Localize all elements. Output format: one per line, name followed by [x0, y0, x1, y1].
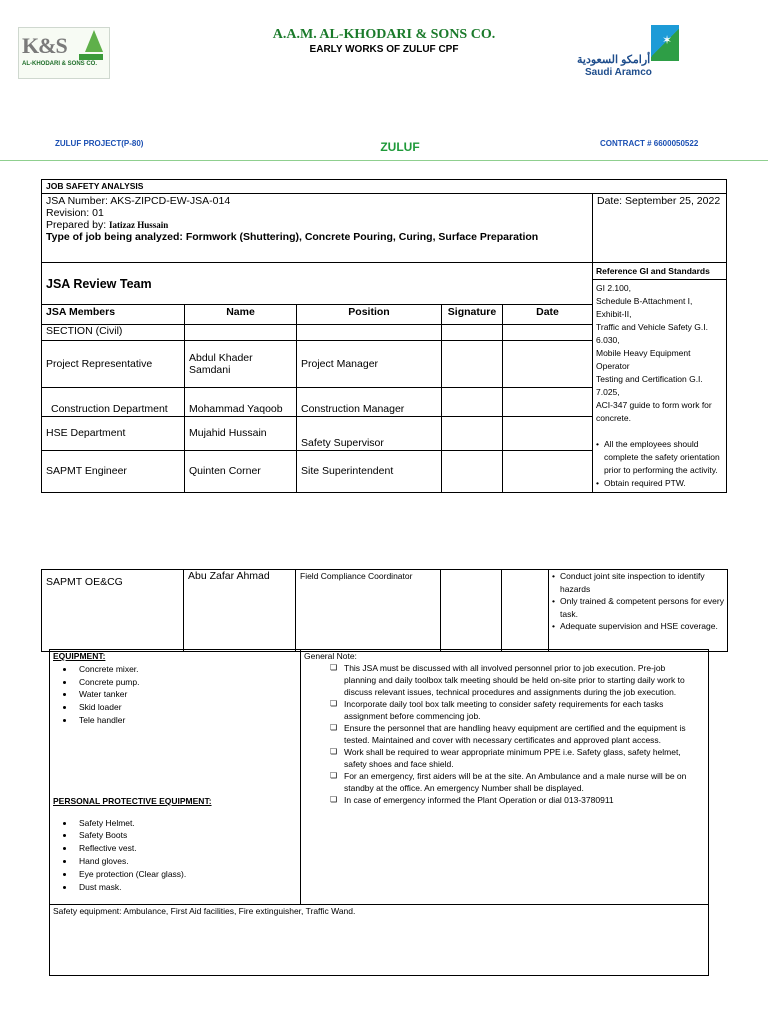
ppe-list: [53, 817, 297, 894]
jsa-date: Date: September 25, 2022: [593, 194, 727, 263]
reference-line: Testing and Certification G.I. 7.025,: [596, 374, 703, 397]
project-code: ZULUF PROJECT(P-80): [55, 139, 144, 148]
member-dept: HSE Department: [42, 417, 185, 450]
reference-bullet: • All the employees should complete the safety orientation prior to performing the activity.: [596, 438, 723, 477]
equipment-item: • Concrete pump.: [75, 676, 297, 689]
member-dept: Construction Department: [42, 387, 185, 417]
member-signature: [442, 450, 503, 492]
logo-subtitle: AL-KHODARI & SONS CO.: [22, 61, 97, 67]
empty-cell: [297, 324, 442, 341]
inspection-bullets-cell: [549, 570, 728, 652]
member-signature: [442, 417, 503, 450]
empty-cell: [503, 324, 593, 341]
job-type: Type of job being analyzed: Formwork (Shuttering), Concrete Pouring, Curing, Surface Preparation: [46, 231, 539, 243]
reference-bullet: • Obtain required PTW.: [596, 477, 723, 490]
general-note-item: ❏ Incorporate daily tool box talk meeting to consider safety requirements for each tasks assignment before commencing job.: [330, 698, 699, 722]
general-note-item: ❏ In case of emergency informed the Plant Operation or dial 013-3780911: [330, 794, 699, 806]
member-date: [503, 450, 593, 492]
equipment-item: • Concrete mixer.: [75, 663, 297, 676]
empty-cell: [185, 324, 297, 341]
member-date: [503, 387, 593, 417]
ppe-item: • Dust mask.: [75, 881, 297, 894]
section-civil: SECTION (Civil): [42, 324, 185, 341]
continuation-table: [41, 569, 728, 652]
member-dept: SAPMT OE&CG: [42, 570, 184, 652]
member-position: Safety Supervisor: [297, 417, 442, 450]
reference-line: Mobile Heavy Equipment Operator: [596, 348, 691, 371]
col-header-members: JSA Members: [42, 305, 185, 324]
member-date: [503, 341, 593, 387]
review-team-title: JSA Review Team: [42, 263, 593, 305]
jsa-section-title: JOB SAFETY ANALYSIS: [42, 180, 727, 194]
member-dept: Project Representative: [42, 341, 185, 387]
empty-cell: [442, 324, 503, 341]
ppe-item: • Reflective vest.: [75, 842, 297, 855]
col-header-position: Position: [297, 305, 442, 324]
aramco-star-icon: ✶: [651, 25, 679, 61]
equipment-item: • Skid loader: [75, 701, 297, 714]
aramco-english-name: Saudi Aramco: [585, 67, 652, 78]
general-note-item: ❏ Ensure the personnel that are handling heavy equipment are certified and the equipment is tested. Maintained and cover with necessary certificates and approved plant access.: [330, 722, 699, 746]
jsa-revision: Revision: 01: [46, 207, 104, 219]
col-header-name: Name: [185, 305, 297, 324]
reference-bullets: [596, 438, 723, 490]
equipment-cell: [50, 650, 301, 905]
member-name: Mohammad Yaqoob: [185, 387, 297, 417]
member-dept: SAPMT Engineer: [42, 450, 185, 492]
equipment-item: • Tele handler: [75, 714, 297, 727]
general-notes: [304, 662, 705, 806]
equipment-title: EQUIPMENT:: [53, 651, 106, 661]
member-signature: [441, 570, 502, 652]
equipment-notes-table: [49, 649, 709, 976]
ppe-title: PERSONAL PROTECTIVE EQUIPMENT:: [53, 795, 212, 806]
aramco-arabic-name: أرامكو السعودية: [577, 54, 651, 66]
reference-line: GI 2.100,: [596, 283, 631, 293]
header-divider: [0, 160, 768, 161]
general-note-item: ❏ This JSA must be discussed with all involved personnel prior to job execution. Pre-job planning and daily toolbox talk meeting should be held on-site prior to starting daily work to discuss relevant issues, technical procedures and assignments during the job execution.: [330, 662, 699, 698]
general-note-item: ❏ Work shall be required to wear appropriate minimum PPE i.e. Safety glass, safety helmet, safety shoes and face shield.: [330, 746, 699, 770]
inspection-bullet: • Only trained & competent persons for every task.: [552, 595, 724, 620]
contract-number: CONTRACT # 6600050522: [600, 139, 699, 148]
jsa-prepared: [46, 219, 588, 231]
col-header-date: Date: [503, 305, 593, 324]
member-position: Field Compliance Coordinator: [296, 570, 441, 652]
equipment-item: • Water tanker: [75, 688, 297, 701]
reference-line: Schedule B-Attachment I, Exhibit-II,: [596, 296, 693, 319]
member-signature: [442, 341, 503, 387]
jsa-info-cell: [42, 194, 593, 263]
safety-equipment: Safety equipment: Ambulance, First Aid facilities, Fire extinguisher, Traffic Wand.: [50, 905, 709, 976]
member-position: Site Superintendent: [297, 450, 442, 492]
member-position: Project Manager: [297, 341, 442, 387]
general-note-cell: [301, 650, 709, 905]
reference-line: Traffic and Vehicle Safety G.I. 6.030,: [596, 322, 708, 345]
member-name: Abdul Khader Samdani: [185, 341, 297, 387]
ppe-item: • Safety Boots: [75, 829, 297, 842]
reference-title: Reference GI and Standards: [593, 265, 726, 280]
member-row: [42, 570, 728, 652]
project-name: ZULUF: [380, 140, 420, 154]
reference-line: ACI-347 guide to form work for: [596, 400, 712, 410]
ppe-item: • Safety Helmet.: [75, 817, 297, 830]
general-note-title: General Note:: [304, 651, 357, 661]
member-name: Mujahid Hussain: [185, 417, 297, 450]
project-subtitle: EARLY WORKS OF ZULUF CPF: [309, 44, 459, 55]
member-name: Abu Zafar Ahmad: [184, 570, 296, 652]
reference-cell: [593, 263, 727, 493]
member-position: Construction Manager: [297, 387, 442, 417]
member-signature: [442, 387, 503, 417]
member-date: [503, 417, 593, 450]
inspection-bullets: [552, 570, 724, 633]
ppe-item: • Hand gloves.: [75, 855, 297, 868]
prepared-by: Iatizaz Hussain: [109, 220, 169, 230]
company-name: A.A.M. AL-KHODARI & SONS CO.: [272, 27, 496, 42]
member-name: Quinten Corner: [185, 450, 297, 492]
jsa-number: JSA Number: AKS-ZIPCD-EW-JSA-014: [46, 195, 231, 207]
member-date: [502, 570, 549, 652]
ppe-item: • Eye protection (Clear glass).: [75, 868, 297, 881]
saudi-aramco-logo: [575, 25, 685, 80]
col-header-signature: Signature: [442, 305, 503, 324]
reference-line: concrete.: [596, 413, 631, 423]
jsa-table: [41, 179, 727, 493]
inspection-bullet: • Conduct joint site inspection to identify hazards: [552, 570, 724, 595]
inspection-bullet: • Adequate supervision and HSE coverage.: [552, 620, 724, 633]
prepared-label: Prepared by:: [46, 219, 110, 231]
equipment-list: [53, 663, 297, 727]
logo-mark: K&S: [22, 33, 67, 58]
general-note-item: ❏ For an emergency, first aiders will be at the site. An Ambulance and a male nurse will be on standby at the office. An emergency Number shall be displayed.: [330, 770, 699, 794]
